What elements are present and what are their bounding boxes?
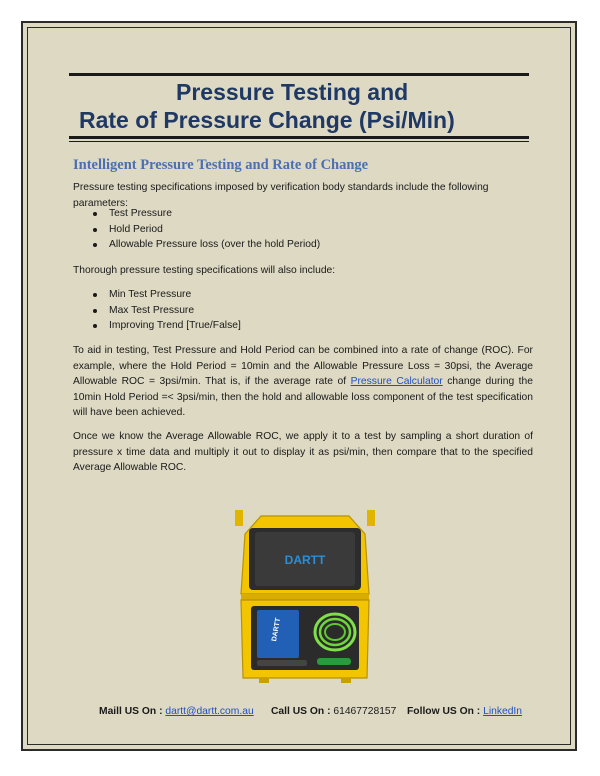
list-item: Max Test Pressure — [73, 303, 241, 319]
sleeve-text: DARTT — [271, 617, 283, 643]
roc-text-start: To aid in testing, Test Pressure and Hold Period can be combined into a rate of change (ROC). For example, where the Hold Period = 10min and the Allowable Pressure Loss = 30psi, the Average Allowable ROC = 3psi/min. That is, if the average rate of — [73, 345, 533, 387]
case-brand-text: DARTT — [284, 553, 326, 567]
footer-call — [271, 706, 396, 717]
roc-text-end: change during the 10min Hold Period =< 3psi/min, then the hold and allowable loss component of the test specification will have been achieved. — [73, 376, 534, 418]
specification-list — [73, 287, 241, 334]
title-rule-top — [69, 73, 529, 76]
title-rule-bottom — [69, 136, 529, 139]
linkedin-link[interactable]: LinkedIn — [483, 706, 523, 717]
phone-number: 61467728157 — [333, 706, 397, 717]
dartt-case-photo — [231, 498, 379, 688]
list-item: Test Pressure — [73, 206, 320, 222]
list-item: Hold Period — [73, 222, 320, 238]
page-title-line1: Pressure Testing and — [176, 79, 409, 105]
pressure-calculator-link[interactable]: Pressure Calculator — [350, 376, 443, 387]
intro-paragraph: Pressure testing specifications imposed by verification body standards include the following parameters: — [73, 182, 489, 209]
roc-paragraph — [73, 343, 533, 421]
footer-mail — [99, 706, 254, 717]
mail-link[interactable]: dartt@dartt.com.au — [165, 706, 254, 717]
follow-label: Follow US On : — [407, 706, 481, 717]
call-label: Call US On : — [271, 706, 331, 717]
parameter-list — [73, 206, 320, 253]
list-item: Allowable Pressure loss (over the hold Period) — [73, 237, 320, 253]
page-title-line2: Rate of Pressure Change (Psi/Min) — [79, 107, 455, 133]
footer-follow — [407, 706, 522, 717]
mail-label: Maill US On : — [99, 706, 163, 717]
section-heading: Intelligent Pressure Testing and Rate of Change — [73, 157, 369, 173]
list-item: Min Test Pressure — [73, 287, 241, 303]
sampling-paragraph: Once we know the Average Allowable ROC, we apply it to a test by sampling a short duration of pressure x time data and multiply it out to display it as psi/min, then compare that to the specified Average Allowable ROC. — [73, 431, 533, 473]
thorough-paragraph: Thorough pressure testing specifications will also include: — [73, 265, 336, 276]
list-item: Improving Trend [True/False] — [73, 318, 241, 334]
title-rule-bottom-thin — [69, 141, 529, 142]
page-frame — [21, 21, 577, 751]
